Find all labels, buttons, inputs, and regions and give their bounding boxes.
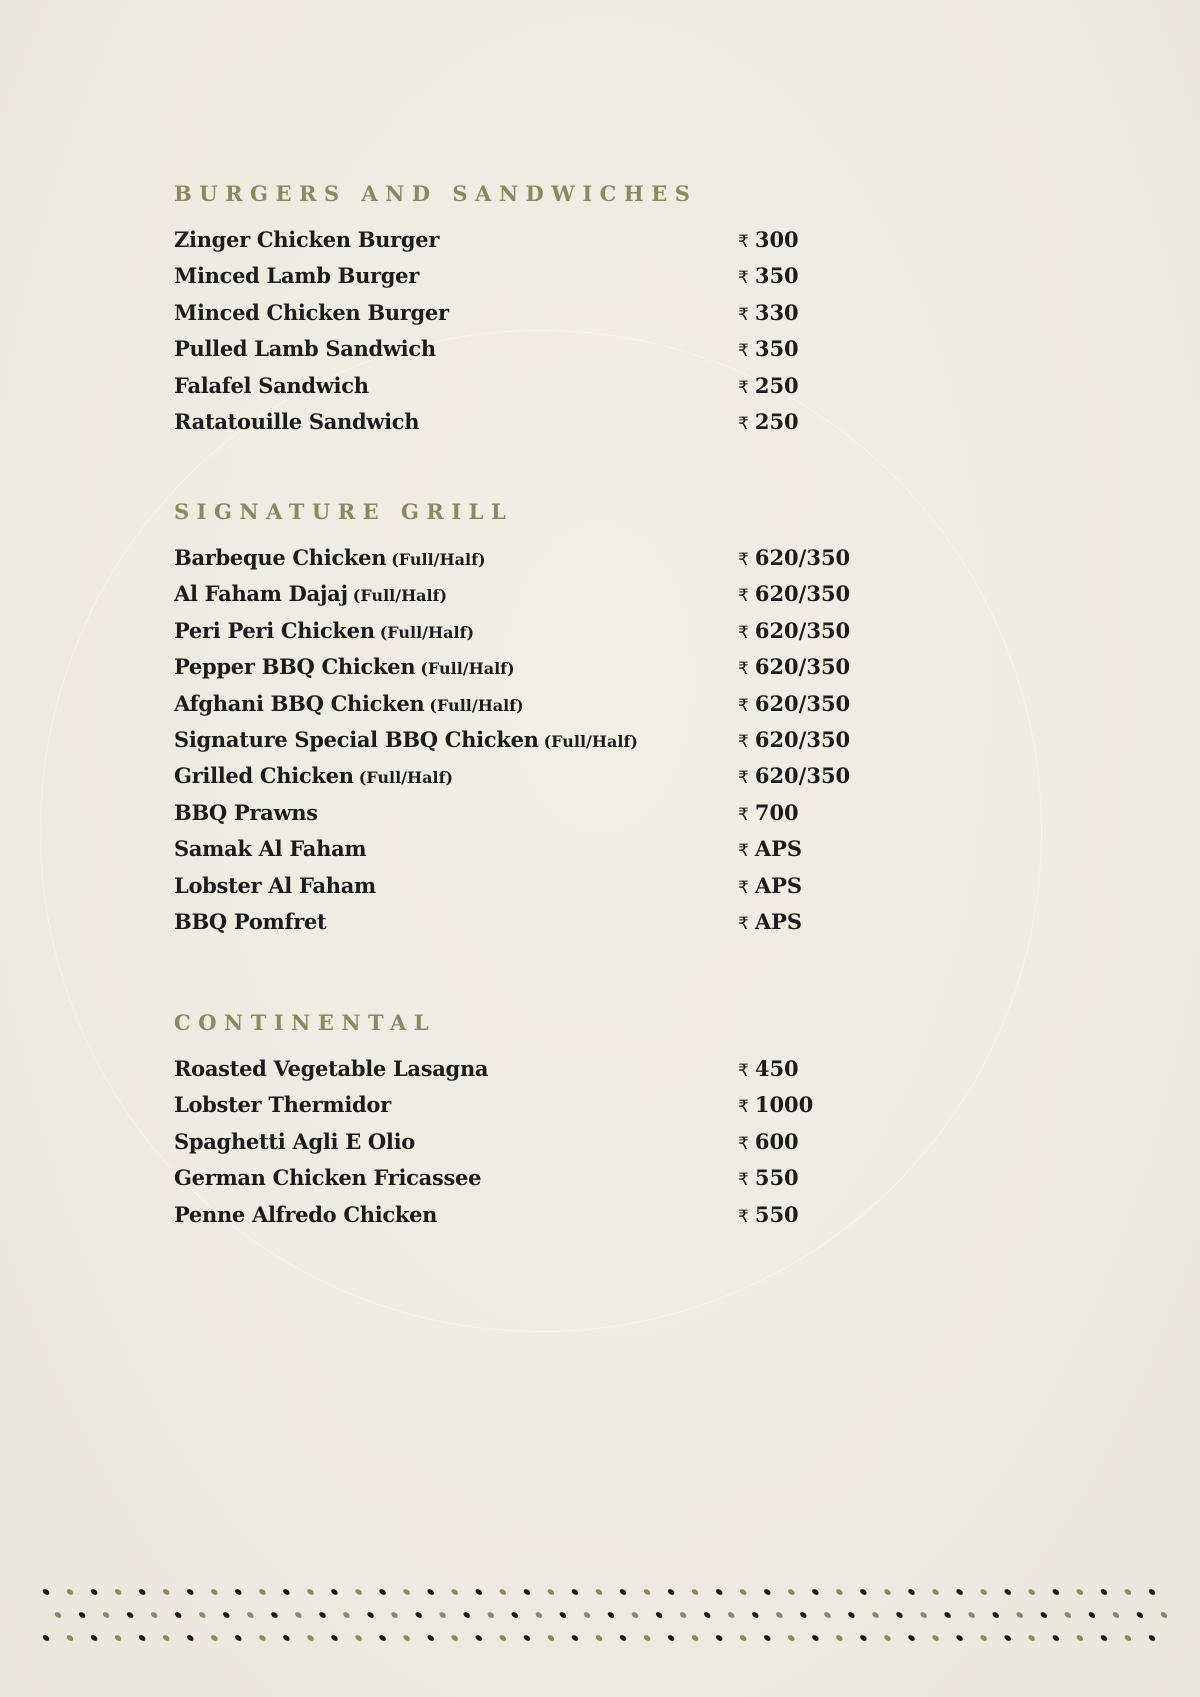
- decorative-dot: [775, 1611, 784, 1619]
- menu-item-price-value: 250: [754, 372, 799, 398]
- menu-item-price: [738, 576, 850, 614]
- decorative-dot: [643, 1634, 652, 1642]
- menu-item-name: Lobster Al Faham: [174, 872, 376, 898]
- decorative-dot: [715, 1634, 724, 1642]
- decorative-dot: [811, 1588, 820, 1596]
- menu-item-price-value: 620/350: [754, 726, 851, 752]
- menu-item-list: [174, 1051, 874, 1233]
- rupee-symbol: ₹: [738, 768, 749, 789]
- menu-item-price-value: APS: [754, 872, 803, 898]
- section-signature-grill: [174, 497, 874, 940]
- menu-item-price: [738, 649, 850, 687]
- decorative-dot: [523, 1634, 532, 1642]
- menu-item-price-value: 300: [754, 227, 799, 252]
- decorative-dot: [871, 1611, 880, 1619]
- menu-item-price: [738, 904, 802, 942]
- menu-item-name: Pepper BBQ Chicken: [174, 654, 416, 680]
- decorative-dot: [559, 1611, 568, 1619]
- menu-item: [174, 686, 874, 722]
- decorative-dot: [282, 1634, 291, 1642]
- decorative-dot: [162, 1588, 171, 1596]
- decorative-dot: [1148, 1588, 1157, 1596]
- decorative-dot: [883, 1588, 892, 1596]
- menu-item-price: [738, 1087, 813, 1125]
- menu-item-price-value: 350: [754, 263, 799, 289]
- rupee-symbol: ₹: [738, 731, 749, 752]
- decorative-dot: [667, 1634, 676, 1642]
- menu-item-price-value: 1000: [754, 1092, 814, 1118]
- decorative-dot: [258, 1588, 267, 1596]
- menu-item: [174, 904, 874, 940]
- decorative-dot: [1100, 1588, 1109, 1596]
- decorative-dot: [330, 1588, 339, 1596]
- decorative-dot: [450, 1588, 459, 1596]
- menu-item-price: [738, 222, 799, 260]
- menu-item: [174, 1051, 874, 1087]
- menu-item-name: Lobster Thermidor: [174, 1092, 391, 1118]
- rupee-symbol: ₹: [738, 1206, 749, 1227]
- decorative-dot: [378, 1588, 387, 1596]
- decorative-dot: [1027, 1634, 1036, 1642]
- menu-item: [174, 222, 874, 258]
- menu-item-price: [738, 613, 850, 651]
- decorative-dot: [114, 1588, 123, 1596]
- decorative-dot: [799, 1611, 808, 1619]
- menu-item-price-value: 350: [754, 336, 799, 362]
- decorative-dot: [306, 1588, 315, 1596]
- decorative-dot: [907, 1588, 916, 1596]
- menu-item: [174, 368, 874, 404]
- rupee-symbol: ₹: [738, 304, 749, 325]
- decorative-dot: [787, 1634, 796, 1642]
- rupee-symbol: ₹: [738, 377, 749, 398]
- menu-item-price-value: 550: [754, 1165, 799, 1191]
- menu-item-price-value: 620/350: [754, 581, 851, 607]
- decorative-dot: [474, 1588, 483, 1596]
- menu-item-price: [738, 795, 799, 833]
- decorative-dot: [859, 1634, 868, 1642]
- decorative-dot: [583, 1611, 592, 1619]
- rupee-symbol: ₹: [738, 877, 749, 898]
- menu-item-price: [738, 758, 850, 796]
- menu-item-portion-note: (Full/Half): [358, 768, 454, 788]
- section-burgers-sandwiches: [174, 179, 874, 440]
- decorative-dot: [763, 1634, 772, 1642]
- decorative-dot: [234, 1588, 243, 1596]
- menu-item: [174, 1197, 874, 1233]
- decorative-dot: [462, 1611, 471, 1619]
- menu-item-name: Roasted Vegetable Lasagna: [174, 1056, 489, 1081]
- menu-item-name: BBQ Pomfret: [174, 908, 327, 934]
- decorative-dot: [258, 1634, 267, 1642]
- decorative-dot: [450, 1634, 459, 1642]
- menu-item-name: BBQ Prawns: [174, 799, 318, 825]
- menu-item-price-value: APS: [754, 908, 803, 934]
- menu-item-name: Ratatouille Sandwich: [174, 408, 420, 434]
- menu-item-price-value: 620/350: [754, 690, 851, 716]
- menu-item-price: [738, 1197, 799, 1235]
- menu-item: [174, 258, 874, 294]
- menu-item-name: Minced Lamb Burger: [174, 263, 420, 289]
- decorative-dot: [847, 1611, 856, 1619]
- decorative-dot: [438, 1611, 447, 1619]
- decorative-dot: [174, 1611, 183, 1619]
- decorative-dot: [390, 1611, 399, 1619]
- menu-item-name: Peri Peri Chicken: [174, 617, 375, 643]
- decorative-dot: [763, 1588, 772, 1596]
- decorative-dot: [619, 1588, 628, 1596]
- decorative-dot: [354, 1588, 363, 1596]
- decorative-dot: [498, 1634, 507, 1642]
- menu-item-price: [738, 831, 802, 869]
- menu-item: [174, 331, 874, 367]
- decorative-dot: [739, 1588, 748, 1596]
- menu-item-price-value: APS: [754, 836, 803, 862]
- decorative-dot: [607, 1611, 616, 1619]
- decorative-dot: [1051, 1634, 1060, 1642]
- menu-item-portion-note: (Full/Half): [429, 695, 524, 715]
- decorative-dot: [979, 1588, 988, 1596]
- decorative-dot: [186, 1588, 195, 1596]
- decorative-dot: [234, 1634, 243, 1642]
- decorative-dot: [619, 1634, 628, 1642]
- decorative-dot: [703, 1611, 712, 1619]
- decorative-dot: [486, 1611, 495, 1619]
- decorative-dot: [655, 1611, 664, 1619]
- decorative-dot: [1148, 1634, 1157, 1642]
- decorative-dot: [967, 1611, 976, 1619]
- decorative-dot: [739, 1634, 748, 1642]
- menu-item-price-value: 620/350: [754, 545, 851, 570]
- menu-item-name: Pulled Lamb Sandwich: [174, 336, 436, 362]
- menu-item-price-value: 600: [754, 1128, 799, 1154]
- menu-item-price: [738, 686, 850, 724]
- decorative-dot: [414, 1611, 423, 1619]
- decorative-dot: [547, 1634, 556, 1642]
- menu-item-price: [738, 1051, 799, 1089]
- decorative-dot: [571, 1588, 580, 1596]
- rupee-symbol: ₹: [738, 1133, 749, 1154]
- decorative-dot: [979, 1634, 988, 1642]
- menu-item-list: [174, 540, 874, 940]
- rupee-symbol: ₹: [738, 268, 749, 289]
- decorative-dot: [631, 1611, 640, 1619]
- menu-item-name: Samak Al Faham: [174, 836, 367, 862]
- decorative-dot: [198, 1611, 207, 1619]
- decorative-dot: [330, 1634, 339, 1642]
- menu-item-price-value: 620/350: [754, 654, 851, 680]
- decorative-dot: [42, 1634, 51, 1642]
- rupee-symbol: ₹: [738, 550, 749, 570]
- menu-item: [174, 868, 874, 904]
- menu-item-name: Minced Chicken Burger: [174, 299, 449, 325]
- menu-item-name: Falafel Sandwich: [174, 372, 369, 398]
- decorative-dot: [42, 1588, 51, 1596]
- decorative-dot-pattern: [40, 1585, 1170, 1645]
- rupee-symbol: ₹: [738, 341, 749, 362]
- decorative-dot: [1027, 1588, 1036, 1596]
- menu-item: [174, 1087, 874, 1123]
- rupee-symbol: ₹: [738, 1061, 749, 1081]
- menu-item-price-value: 250: [754, 408, 799, 434]
- decorative-dot: [1075, 1588, 1084, 1596]
- decorative-dot: [90, 1588, 99, 1596]
- menu-item: [174, 540, 874, 576]
- decorative-dot: [474, 1634, 483, 1642]
- decorative-dot: [246, 1611, 255, 1619]
- decorative-dot: [859, 1588, 868, 1596]
- decorative-dot: [90, 1634, 99, 1642]
- menu-item-price-value: 700: [754, 799, 799, 825]
- rupee-symbol: ₹: [738, 659, 749, 680]
- menu-item-name: Grilled Chicken: [174, 763, 354, 789]
- decorative-dot: [991, 1611, 1000, 1619]
- decorative-dot: [162, 1634, 171, 1642]
- menu-item-price: [738, 722, 850, 760]
- menu-item-price-value: 450: [754, 1056, 799, 1081]
- decorative-dot: [715, 1588, 724, 1596]
- menu-item-price: [738, 540, 850, 578]
- decorative-dot: [1160, 1611, 1169, 1619]
- decorative-dot: [294, 1611, 303, 1619]
- decorative-dot: [222, 1611, 231, 1619]
- decorative-dot: [1112, 1611, 1121, 1619]
- menu-item-price-value: 550: [754, 1201, 799, 1227]
- section-title: CONTINENTAL: [174, 1010, 437, 1035]
- decorative-dot: [138, 1588, 147, 1596]
- section-continental: [174, 1008, 874, 1233]
- decorative-dot: [210, 1588, 219, 1596]
- decorative-dot: [510, 1611, 519, 1619]
- decorative-dot: [931, 1588, 940, 1596]
- menu-item-portion-note: (Full/Half): [379, 622, 475, 642]
- menu-item-price-value: 620/350: [754, 763, 851, 789]
- rupee-symbol: ₹: [738, 841, 749, 862]
- decorative-dot: [691, 1588, 700, 1596]
- decorative-dot: [126, 1611, 135, 1619]
- menu-item-name: Barbeque Chicken: [174, 545, 387, 570]
- decorative-dot: [102, 1611, 111, 1619]
- section-title: SIGNATURE GRILL: [174, 499, 514, 524]
- decorative-dot: [907, 1634, 916, 1642]
- menu-item: [174, 758, 874, 794]
- decorative-dot: [595, 1588, 604, 1596]
- decorative-dot: [78, 1611, 87, 1619]
- decorative-dot: [1039, 1611, 1048, 1619]
- section-title: BURGERS AND SANDWICHES: [174, 181, 698, 206]
- decorative-dot: [595, 1634, 604, 1642]
- decorative-dot: [306, 1634, 315, 1642]
- decorative-dot: [342, 1611, 351, 1619]
- menu-item: [174, 404, 874, 440]
- decorative-dot: [835, 1588, 844, 1596]
- decorative-dot: [138, 1634, 147, 1642]
- decorative-dot: [1075, 1634, 1084, 1642]
- menu-item-name: German Chicken Fricassee: [174, 1165, 482, 1191]
- decorative-dot: [931, 1634, 940, 1642]
- decorative-dot: [1124, 1634, 1133, 1642]
- menu-item-name: Al Faham Dajaj: [174, 581, 348, 607]
- menu-item-portion-note: (Full/Half): [391, 550, 486, 569]
- decorative-dot: [811, 1634, 820, 1642]
- decorative-dot: [787, 1588, 796, 1596]
- decorative-dot: [150, 1611, 159, 1619]
- decorative-dot: [667, 1588, 676, 1596]
- decorative-dot: [426, 1588, 435, 1596]
- decorative-dot: [318, 1611, 327, 1619]
- menu-item-price-value: 620/350: [754, 617, 851, 643]
- decorative-dot: [1063, 1611, 1072, 1619]
- menu-item-price: [738, 1160, 799, 1198]
- menu-item: [174, 295, 874, 331]
- menu-item-portion-note: (Full/Half): [420, 659, 515, 679]
- menu-item-portion-note: (Full/Half): [352, 586, 448, 606]
- decorative-dot: [895, 1611, 904, 1619]
- menu-item-price: [738, 368, 799, 406]
- decorative-dot: [955, 1588, 964, 1596]
- decorative-dot: [751, 1611, 760, 1619]
- decorative-dot: [523, 1588, 532, 1596]
- menu-item-name: Penne Alfredo Chicken: [174, 1201, 438, 1227]
- menu-item-price: [738, 868, 802, 906]
- menu-item: [174, 576, 874, 612]
- decorative-dot: [1015, 1611, 1024, 1619]
- decorative-dot: [402, 1588, 411, 1596]
- menu-item-portion-note: (Full/Half): [543, 731, 638, 751]
- decorative-dot: [186, 1634, 195, 1642]
- decorative-dot: [955, 1634, 964, 1642]
- decorative-dot: [66, 1634, 75, 1642]
- decorative-dot: [54, 1611, 63, 1619]
- menu-item-name: Signature Special BBQ Chicken: [174, 726, 539, 752]
- menu-item-price: [738, 1124, 799, 1162]
- menu-item-price: [738, 331, 799, 369]
- decorative-dot: [1051, 1588, 1060, 1596]
- decorative-dot: [1003, 1588, 1012, 1596]
- decorative-dot: [571, 1634, 580, 1642]
- rupee-symbol: ₹: [738, 695, 749, 716]
- menu-item-name: Spaghetti Agli E Olio: [174, 1128, 415, 1154]
- menu-item: [174, 722, 874, 758]
- rupee-symbol: ₹: [738, 586, 749, 607]
- decorative-dot: [114, 1634, 123, 1642]
- menu-item: [174, 831, 874, 867]
- menu-item-price-value: 330: [754, 299, 799, 325]
- decorative-dot: [354, 1634, 363, 1642]
- rupee-symbol: ₹: [738, 622, 749, 643]
- decorative-dot: [883, 1634, 892, 1642]
- menu-item: [174, 613, 874, 649]
- decorative-dot: [282, 1588, 291, 1596]
- decorative-dot: [943, 1611, 952, 1619]
- menu-item: [174, 1160, 874, 1196]
- menu-item-name: Zinger Chicken Burger: [174, 227, 440, 252]
- decorative-dot: [679, 1611, 688, 1619]
- decorative-dot: [727, 1611, 736, 1619]
- dot-pattern-graphic: [40, 1585, 1170, 1645]
- rupee-symbol: ₹: [738, 413, 749, 434]
- decorative-dot: [366, 1611, 375, 1619]
- menu-item: [174, 649, 874, 685]
- rupee-symbol: ₹: [738, 1170, 749, 1191]
- rupee-symbol: ₹: [738, 1097, 749, 1118]
- decorative-dot: [1088, 1611, 1097, 1619]
- decorative-dot: [1100, 1634, 1109, 1642]
- decorative-dot: [426, 1634, 435, 1642]
- rupee-symbol: ₹: [738, 232, 749, 252]
- decorative-dot: [691, 1634, 700, 1642]
- menu-item-price: [738, 258, 799, 296]
- decorative-dot: [66, 1588, 75, 1596]
- decorative-dot: [823, 1611, 832, 1619]
- decorative-dot: [210, 1634, 219, 1642]
- menu-item-list: [174, 222, 874, 440]
- menu-item: [174, 1124, 874, 1160]
- menu-item-name: Afghani BBQ Chicken: [174, 690, 425, 716]
- rupee-symbol: ₹: [738, 804, 749, 825]
- menu-item-price: [738, 404, 799, 442]
- decorative-dot: [402, 1634, 411, 1642]
- decorative-dot: [535, 1611, 544, 1619]
- decorative-dot: [1003, 1634, 1012, 1642]
- decorative-dot: [1124, 1588, 1133, 1596]
- menu-item: [174, 795, 874, 831]
- decorative-dot: [378, 1634, 387, 1642]
- menu-item-price: [738, 295, 799, 333]
- decorative-dot: [547, 1588, 556, 1596]
- decorative-dot: [835, 1634, 844, 1642]
- rupee-symbol: ₹: [738, 913, 749, 934]
- decorative-dot: [498, 1588, 507, 1596]
- decorative-dot: [643, 1588, 652, 1596]
- decorative-dot: [1136, 1611, 1145, 1619]
- decorative-dot: [270, 1611, 279, 1619]
- decorative-dot: [919, 1611, 928, 1619]
